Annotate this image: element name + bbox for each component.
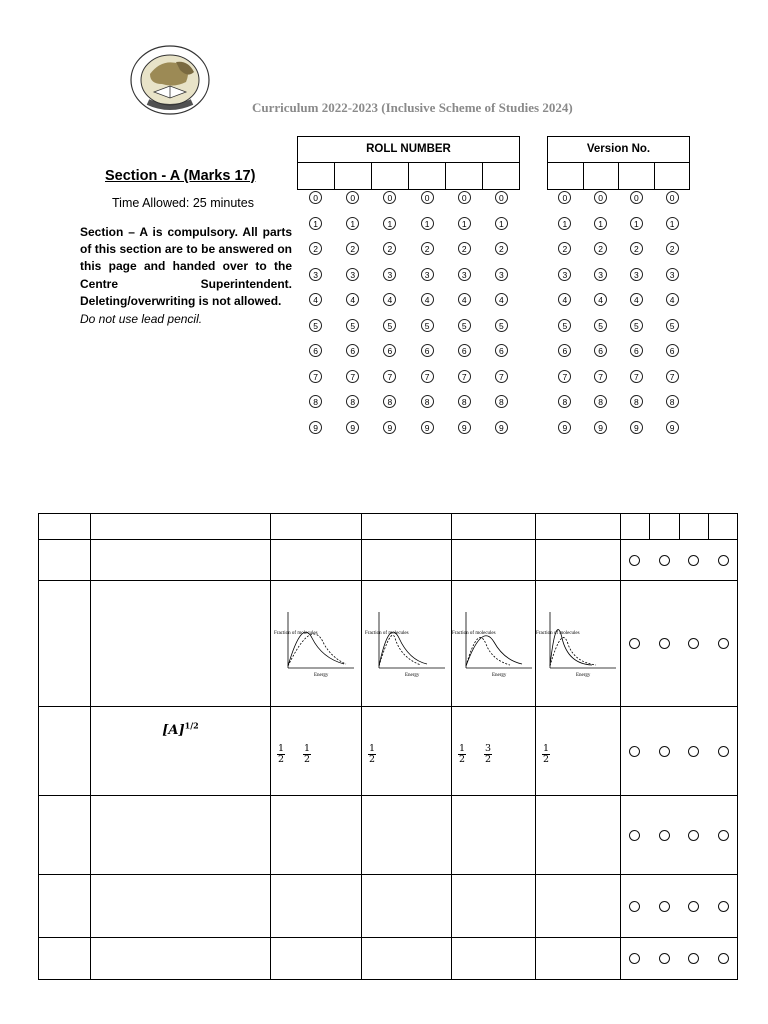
digit-bubble[interactable]: 2	[346, 242, 359, 255]
digit-bubble[interactable]: 9	[421, 421, 434, 434]
fraction: $\frac{1}{2}$	[543, 742, 550, 765]
answer-option-bubble[interactable]	[688, 638, 699, 649]
digit-bubble[interactable]: 1	[458, 217, 471, 230]
digit-bubble[interactable]: 2	[666, 242, 679, 255]
digit-bubble[interactable]: 1	[558, 217, 571, 230]
fraction: $\frac{3}{2}$	[485, 742, 492, 765]
option-d-text	[536, 707, 621, 796]
answer-option-bubble[interactable]	[718, 901, 729, 912]
answer-option-bubble[interactable]	[659, 830, 670, 841]
digit-bubble[interactable]: 5	[666, 319, 679, 332]
fraction: $\frac{1}{2}$	[304, 742, 311, 765]
digit-bubble[interactable]: 8	[309, 395, 322, 408]
graph-y-label: Fraction of molecules	[536, 630, 580, 636]
digit-bubble[interactable]: 6	[383, 344, 396, 357]
digit-bubble[interactable]: 5	[594, 319, 607, 332]
digit-bubble[interactable]: 7	[594, 370, 607, 383]
digit-bubble[interactable]: 4	[309, 293, 322, 306]
digit-bubble[interactable]: 6	[594, 344, 607, 357]
digit-bubble[interactable]: 6	[458, 344, 471, 357]
answer-option-bubble[interactable]	[629, 555, 640, 566]
digit-bubble[interactable]: 6	[421, 344, 434, 357]
question-expression: $[A]^{1/2}$	[91, 707, 271, 796]
digit-bubble[interactable]: 5	[630, 319, 643, 332]
option-c-graph	[452, 581, 536, 707]
fraction: $\frac{1}{2}$	[369, 742, 376, 765]
time-allowed: Time Allowed: 25 minutes	[112, 196, 254, 210]
digit-bubble[interactable]: 7	[383, 370, 396, 383]
digit-bubble[interactable]: 2	[309, 242, 322, 255]
digit-bubble[interactable]: 5	[421, 319, 434, 332]
digit-bubble[interactable]: 3	[309, 268, 322, 281]
instructions-text: Section – A is compulsory. All parts of this section are to be answered on this page and handed over to the Centre Superintendent. Deleting/overwriting is not allowed.	[80, 225, 292, 308]
digit-bubble[interactable]: 9	[346, 421, 359, 434]
answer-option-bubble[interactable]	[629, 746, 640, 757]
option-b-text	[362, 707, 452, 796]
digit-bubble[interactable]: 2	[594, 242, 607, 255]
digit-bubble[interactable]: 8	[383, 395, 396, 408]
digit-bubble[interactable]: 9	[594, 421, 607, 434]
table-row	[39, 540, 738, 581]
table-row	[39, 875, 738, 938]
digit-bubble[interactable]: 0	[495, 191, 508, 204]
digit-bubble[interactable]: 0	[383, 191, 396, 204]
digit-bubble[interactable]: 4	[495, 293, 508, 306]
digit-bubble[interactable]: 1	[495, 217, 508, 230]
digit-bubble[interactable]: 1	[630, 217, 643, 230]
digit-bubble[interactable]: 0	[458, 191, 471, 204]
curriculum-heading: Curriculum 2022-2023 (Inclusive Scheme of Studies 2024)	[252, 100, 573, 115]
digit-bubble[interactable]: 8	[421, 395, 434, 408]
digit-bubble[interactable]: 5	[458, 319, 471, 332]
roll-number-box	[297, 136, 520, 190]
answer-option-bubble[interactable]	[688, 830, 699, 841]
question-table	[38, 513, 738, 980]
lead-pencil-note: Do not use lead pencil.	[80, 312, 203, 326]
answer-option-bubble[interactable]	[688, 746, 699, 757]
answer-option-bubble[interactable]	[718, 746, 729, 757]
answer-option-bubble[interactable]	[659, 746, 670, 757]
digit-bubble[interactable]: 7	[458, 370, 471, 383]
graph-y-label: Fraction of molecules	[452, 630, 496, 636]
digit-bubble[interactable]: 5	[309, 319, 322, 332]
table-row	[39, 581, 738, 707]
digit-bubble[interactable]: 6	[666, 344, 679, 357]
table-row	[39, 707, 738, 796]
digit-bubble[interactable]: 9	[558, 421, 571, 434]
answer-option-bubble[interactable]	[659, 901, 670, 912]
answer-bubbles[interactable]	[621, 540, 738, 581]
answer-bubbles[interactable]	[621, 796, 738, 875]
digit-bubble[interactable]: 7	[309, 370, 322, 383]
answer-bubbles[interactable]	[621, 707, 738, 796]
digit-bubble[interactable]: 0	[666, 191, 679, 204]
digit-bubble[interactable]: 4	[421, 293, 434, 306]
digit-bubble[interactable]: 1	[309, 217, 322, 230]
graph-x-label: Energy	[492, 672, 507, 678]
option-b-graph	[362, 581, 452, 707]
digit-bubble[interactable]: 3	[495, 268, 508, 281]
digit-bubble[interactable]: 6	[558, 344, 571, 357]
digit-bubble[interactable]: 9	[458, 421, 471, 434]
digit-bubble[interactable]: 6	[630, 344, 643, 357]
digit-bubble[interactable]: 1	[346, 217, 359, 230]
digit-bubble[interactable]: 0	[594, 191, 607, 204]
digit-bubble[interactable]: 0	[346, 191, 359, 204]
digit-bubble[interactable]: 4	[346, 293, 359, 306]
digit-bubble[interactable]: 2	[458, 242, 471, 255]
digit-bubble[interactable]: 2	[558, 242, 571, 255]
table-header-row	[39, 514, 738, 540]
digit-bubble[interactable]: 0	[630, 191, 643, 204]
answer-option-bubble[interactable]	[718, 953, 729, 964]
answer-option-bubble[interactable]	[688, 555, 699, 566]
answer-option-bubble[interactable]	[718, 555, 729, 566]
answer-option-bubble[interactable]	[629, 953, 640, 964]
digit-bubble[interactable]: 6	[346, 344, 359, 357]
digit-bubble[interactable]: 3	[558, 268, 571, 281]
digit-bubble[interactable]: 6	[309, 344, 322, 357]
table-row	[39, 938, 738, 980]
digit-bubble[interactable]: 0	[558, 191, 571, 204]
option-a-text	[271, 707, 362, 796]
graph-y-label: Fraction of molecules	[364, 630, 409, 636]
digit-bubble[interactable]: 3	[383, 268, 396, 281]
digit-bubble[interactable]: 5	[495, 319, 508, 332]
answer-bubbles[interactable]	[621, 875, 738, 938]
digit-bubble[interactable]: 7	[558, 370, 571, 383]
digit-bubble[interactable]: 9	[309, 421, 322, 434]
digit-bubble[interactable]: 7	[346, 370, 359, 383]
digit-bubble[interactable]: 9	[666, 421, 679, 434]
digit-bubble[interactable]: 2	[630, 242, 643, 255]
graph-x-label: Energy	[404, 672, 419, 678]
answer-option-bubble[interactable]	[688, 901, 699, 912]
answer-option-bubble[interactable]	[659, 555, 670, 566]
graph-x-label: Energy	[576, 672, 591, 678]
digit-bubble[interactable]: 3	[666, 268, 679, 281]
digit-bubble[interactable]: 9	[495, 421, 508, 434]
digit-bubble[interactable]: 9	[630, 421, 643, 434]
digit-bubble[interactable]: 3	[421, 268, 434, 281]
answer-bubbles[interactable]	[621, 938, 738, 980]
digit-bubble[interactable]: 4	[558, 293, 571, 306]
digit-bubble[interactable]: 7	[421, 370, 434, 383]
digit-bubble[interactable]: 2	[495, 242, 508, 255]
answer-bubbles[interactable]	[621, 581, 738, 707]
answer-option-bubble[interactable]	[629, 901, 640, 912]
digit-bubble[interactable]: 1	[594, 217, 607, 230]
digit-bubble[interactable]: 5	[346, 319, 359, 332]
board-logo	[128, 44, 212, 116]
digit-bubble[interactable]: 7	[630, 370, 643, 383]
digit-bubble[interactable]: 5	[383, 319, 396, 332]
digit-bubble[interactable]: 4	[594, 293, 607, 306]
digit-bubble[interactable]: 2	[383, 242, 396, 255]
digit-bubble[interactable]: 8	[495, 395, 508, 408]
fraction: $\frac{1}{2}$	[459, 742, 466, 765]
digit-bubble[interactable]: 4	[666, 293, 679, 306]
version-label: Version No.	[548, 137, 689, 163]
roll-number-cells[interactable]	[298, 163, 519, 189]
section-title: Section - A (Marks 17)	[105, 168, 256, 184]
digit-bubble[interactable]: 1	[666, 217, 679, 230]
digit-bubble[interactable]: 9	[383, 421, 396, 434]
digit-bubble[interactable]: 8	[346, 395, 359, 408]
digit-bubble[interactable]: 8	[594, 395, 607, 408]
digit-bubble[interactable]: 2	[421, 242, 434, 255]
digit-bubble[interactable]: 4	[458, 293, 471, 306]
table-row	[39, 796, 738, 875]
digit-bubble[interactable]: 1	[383, 217, 396, 230]
digit-bubble[interactable]: 5	[558, 319, 571, 332]
digit-bubble[interactable]: 3	[346, 268, 359, 281]
digit-bubble[interactable]: 0	[421, 191, 434, 204]
digit-bubble[interactable]: 8	[458, 395, 471, 408]
answer-option-bubble[interactable]	[659, 953, 670, 964]
answer-option-bubble[interactable]	[659, 638, 670, 649]
digit-bubble[interactable]: 8	[666, 395, 679, 408]
digit-bubble[interactable]: 7	[666, 370, 679, 383]
digit-bubble[interactable]: 8	[558, 395, 571, 408]
roll-number-label: ROLL NUMBER	[298, 137, 519, 163]
digit-bubble[interactable]: 6	[495, 344, 508, 357]
digit-bubble[interactable]: 8	[630, 395, 643, 408]
answer-option-bubble[interactable]	[718, 638, 729, 649]
version-cells[interactable]	[548, 163, 689, 189]
digit-bubble[interactable]: 4	[383, 293, 396, 306]
digit-bubble[interactable]: 1	[421, 217, 434, 230]
graph-x-label: Energy	[314, 672, 329, 678]
option-d-graph	[536, 581, 621, 707]
answer-option-bubble[interactable]	[629, 638, 640, 649]
digit-bubble[interactable]: 3	[630, 268, 643, 281]
digit-bubble[interactable]: 3	[594, 268, 607, 281]
digit-bubble[interactable]: 3	[458, 268, 471, 281]
option-a-graph	[271, 581, 362, 707]
digit-bubble[interactable]: 0	[309, 191, 322, 204]
answer-option-bubble[interactable]	[688, 953, 699, 964]
answer-option-bubble[interactable]	[718, 830, 729, 841]
digit-bubble[interactable]: 4	[630, 293, 643, 306]
option-c-text	[452, 707, 536, 796]
fraction: $\frac{1}{2}$	[278, 742, 285, 765]
graph-y-label: Fraction of molecules	[274, 630, 318, 636]
version-box	[547, 136, 690, 190]
digit-bubble[interactable]: 7	[495, 370, 508, 383]
answer-option-bubble[interactable]	[629, 830, 640, 841]
